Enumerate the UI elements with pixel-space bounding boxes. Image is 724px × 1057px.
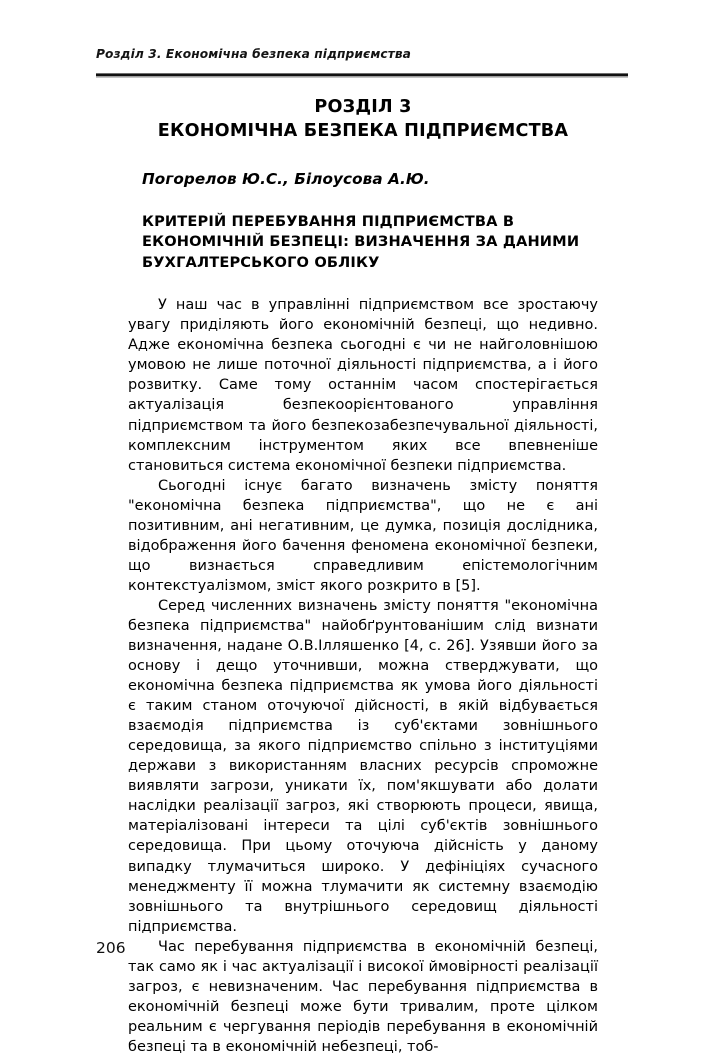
page-content — [128, 96, 598, 1057]
article-authors: Погорелов Ю.С., Білоусова А.Ю. — [142, 170, 430, 188]
article-body — [128, 295, 598, 1057]
body-paragraph: Сьогодні існує багато визначень змісту поняття "економічна безпека підприємства", що не є ані позитивним, ані негативним, це думка, позиція дослідника, відображення його бачення феномена економічної безпеки, що визнається справедливим епістемологічним контекстуалізмом, зміст якого розкрито в [5]. — [128, 477, 598, 594]
article-title-line-1: КРИТЕРІЙ ПЕРЕБУВАННЯ ПІДПРИЄМСТВА В — [142, 213, 515, 230]
article-title-line-3: БУХГАЛТЕРСЬКОГО ОБЛІКУ — [142, 253, 380, 271]
body-paragraph: Серед численних визначень змісту поняття "економічна безпека підприємства" найобґрунтованішим слід визнати визначення, надане О.В.Ілляшенко [4, с. 26]. Узявши його за основу і дещо уточнивши, можна стверджувати, що економічна безпека підприємства як умова його діяльності є таким станом оточуючої дійсності, в якій відбувається взаємодія підприємства із суб'єктами зовнішнього середовища, за якого підприємство спільно з інституціями держави з використанням власних ресурсів спроможне виявляти загрози, уникати їх, пом'якшувати або долати наслідки реалізації загроз, які створюють процеси, явища, матеріалізовані інтереси та цілі суб'єктів зовнішнього середовища. При цьому оточуюча дійсність у даному випадку тлумачиться широко. У дефініціях сучасного менеджменту її можна тлумачити як системну взаємодію зовнішнього та внутрішнього середовищ діяльності підприємства. — [128, 597, 598, 935]
article-title-line-2: ЕКОНОМІЧНІЙ БЕЗПЕЦІ: ВИЗНАЧЕННЯ ЗА ДАНИМИ — [142, 233, 580, 251]
page-number: 206 — [96, 939, 126, 957]
body-paragraph: Час перебування підприємства в економічній безпеці, так само як і час актуалізації і високої ймовірності реалізації загроз, є невизначеним. Час перебування підприємства в економічній безпеці може бути тривалим, проте цілком реальним є чергування періодів перебування в економічній безпеці та в економічній небезпеці, тоб- — [128, 938, 598, 1055]
body-paragraph: У наш час в управлінні підприємством все зростаючу увагу приділяють його економічній безпеці, що недивно. Адже економічна безпека сьогодні є чи не найголовнішою умовою не лише поточної діяльності підприємства, а і його розвитку. Саме тому останнім часом спостерігається актуалізація безпекоорієнтованого управління підприємством та його безпекозабезпечувальної діяльності, комплексним інструментом яких все впевненіше становиться система економічної безпеки підприємства. — [128, 297, 598, 474]
article-title — [142, 212, 598, 273]
chapter-number: РОЗДІЛ 3 — [314, 97, 412, 117]
chapter-name: ЕКОНОМІЧНА БЕЗПЕКА ПІДПРИЄМСТВА — [157, 120, 569, 141]
header-divider — [96, 73, 628, 78]
chapter-title — [128, 96, 598, 143]
running-head: Розділ 3. Економічна безпека підприємства — [96, 47, 412, 61]
